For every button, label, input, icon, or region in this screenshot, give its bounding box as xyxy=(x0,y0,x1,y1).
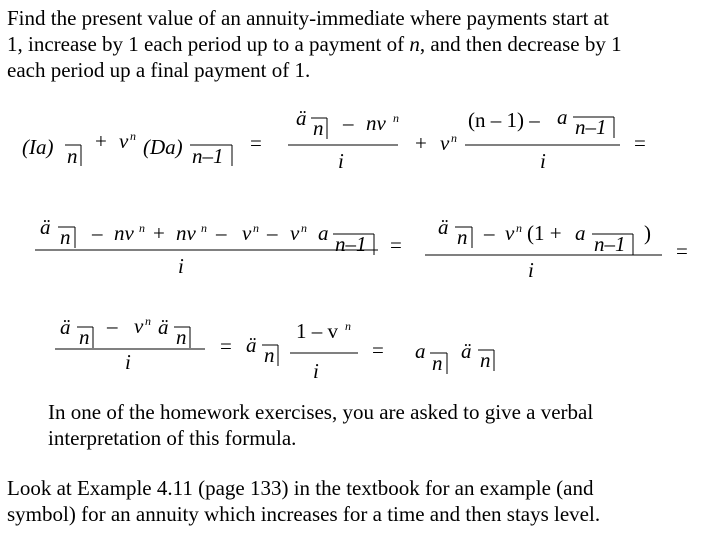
one-minus-v-term: 1 – v xyxy=(296,319,338,343)
note-line-2: interpretation of this formula. xyxy=(48,426,297,450)
a-ddot-symbol: ä xyxy=(246,333,257,357)
minus-sign: – xyxy=(216,221,227,245)
subscript-n-minus-1: n–1 xyxy=(575,115,607,139)
subscript-n: n xyxy=(480,348,491,372)
v-symbol: v xyxy=(242,221,252,245)
a-ddot-symbol: ä xyxy=(60,315,71,339)
n-minus-1-term: (n – 1) – xyxy=(468,108,540,132)
Da-symbol: (Da) xyxy=(143,135,183,159)
a-ddot-symbol: ä xyxy=(40,215,51,239)
subscript-n: n xyxy=(264,343,275,367)
minus-sign: – xyxy=(267,221,278,245)
intro-line-2: 1, increase by 1 each period up to a payment of n, and then decrease by 1 xyxy=(7,32,622,56)
v-symbol: v xyxy=(505,221,515,245)
one-plus-term: (1 + xyxy=(527,221,562,245)
superscript-n: n xyxy=(451,131,457,145)
subscript-n-minus-1: n–1 xyxy=(594,232,626,256)
subscript-n: n xyxy=(79,325,90,349)
v-symbol: v xyxy=(134,314,144,338)
Ia-symbol: (Ia) xyxy=(22,135,54,159)
equation-row-2 xyxy=(35,215,688,282)
nv-term: nv xyxy=(114,221,134,245)
example-line-2: symbol) for an annuity which increases for a time and then stays level. xyxy=(7,502,601,526)
intro-line-3: each period up a final payment of 1. xyxy=(7,58,311,82)
equals-sign: = xyxy=(250,131,262,155)
equation-row-3 xyxy=(55,314,494,383)
a-ddot-symbol: ä xyxy=(438,215,449,239)
superscript-n: n xyxy=(145,314,151,328)
nv-term: nv xyxy=(366,111,386,135)
v-symbol: v xyxy=(290,221,300,245)
subscript-n: n xyxy=(457,225,468,249)
superscript-n: n xyxy=(345,319,351,333)
superscript-n: n xyxy=(130,129,136,143)
subscript-n: n xyxy=(432,351,443,375)
denominator-i: i xyxy=(540,149,546,173)
superscript-n: n xyxy=(516,221,522,235)
plus-sign: + xyxy=(153,221,165,245)
equals-sign: = xyxy=(676,239,688,263)
a-symbol: a xyxy=(318,221,329,245)
minus-sign: – xyxy=(343,111,354,135)
v-symbol: v xyxy=(119,129,129,153)
superscript-n: n xyxy=(139,221,145,235)
subscript-n-minus-1: n–1 xyxy=(335,232,367,256)
close-paren: ) xyxy=(644,221,651,245)
superscript-n: n xyxy=(201,221,207,235)
note-line-1: In one of the homework exercises, you are asked to give a verbal xyxy=(48,400,594,424)
a-ddot-symbol: ä xyxy=(461,339,472,363)
equals-sign: = xyxy=(372,338,384,362)
denominator-i: i xyxy=(338,149,344,173)
subscript-n: n xyxy=(67,144,78,168)
denominator-i: i xyxy=(178,254,184,278)
a-symbol: a xyxy=(415,339,426,363)
v-symbol: v xyxy=(440,131,450,155)
a-symbol: a xyxy=(557,105,568,129)
plus-sign: + xyxy=(95,129,107,153)
minus-sign: – xyxy=(484,221,495,245)
intro-line-1: Find the present value of an annuity-immediate where payments start at xyxy=(7,6,609,30)
denominator-i: i xyxy=(125,350,131,374)
equation-row-1 xyxy=(22,105,646,173)
subscript-n: n xyxy=(176,325,187,349)
subscript-n: n xyxy=(60,225,71,249)
a-symbol: a xyxy=(575,221,586,245)
subscript-n: n xyxy=(313,116,324,140)
superscript-n: n xyxy=(393,111,399,125)
equals-sign: = xyxy=(390,233,402,257)
subscript-n-minus-1: n–1 xyxy=(192,144,224,168)
a-ddot-symbol: ä xyxy=(296,106,307,130)
superscript-n: n xyxy=(253,221,259,235)
denominator-i: i xyxy=(313,359,319,383)
minus-sign: – xyxy=(92,221,103,245)
minus-sign: – xyxy=(107,314,118,338)
superscript-n: n xyxy=(301,221,307,235)
equals-sign: = xyxy=(634,131,646,155)
a-ddot-symbol: ä xyxy=(158,315,169,339)
example-reference xyxy=(7,475,712,527)
plus-sign: + xyxy=(415,131,427,155)
equals-sign: = xyxy=(220,334,232,358)
denominator-i: i xyxy=(528,258,534,282)
example-line-1: Look at Example 4.11 (page 133) in the textbook for an example (and xyxy=(7,476,594,500)
homework-note xyxy=(48,399,708,451)
nv-term: nv xyxy=(176,221,196,245)
